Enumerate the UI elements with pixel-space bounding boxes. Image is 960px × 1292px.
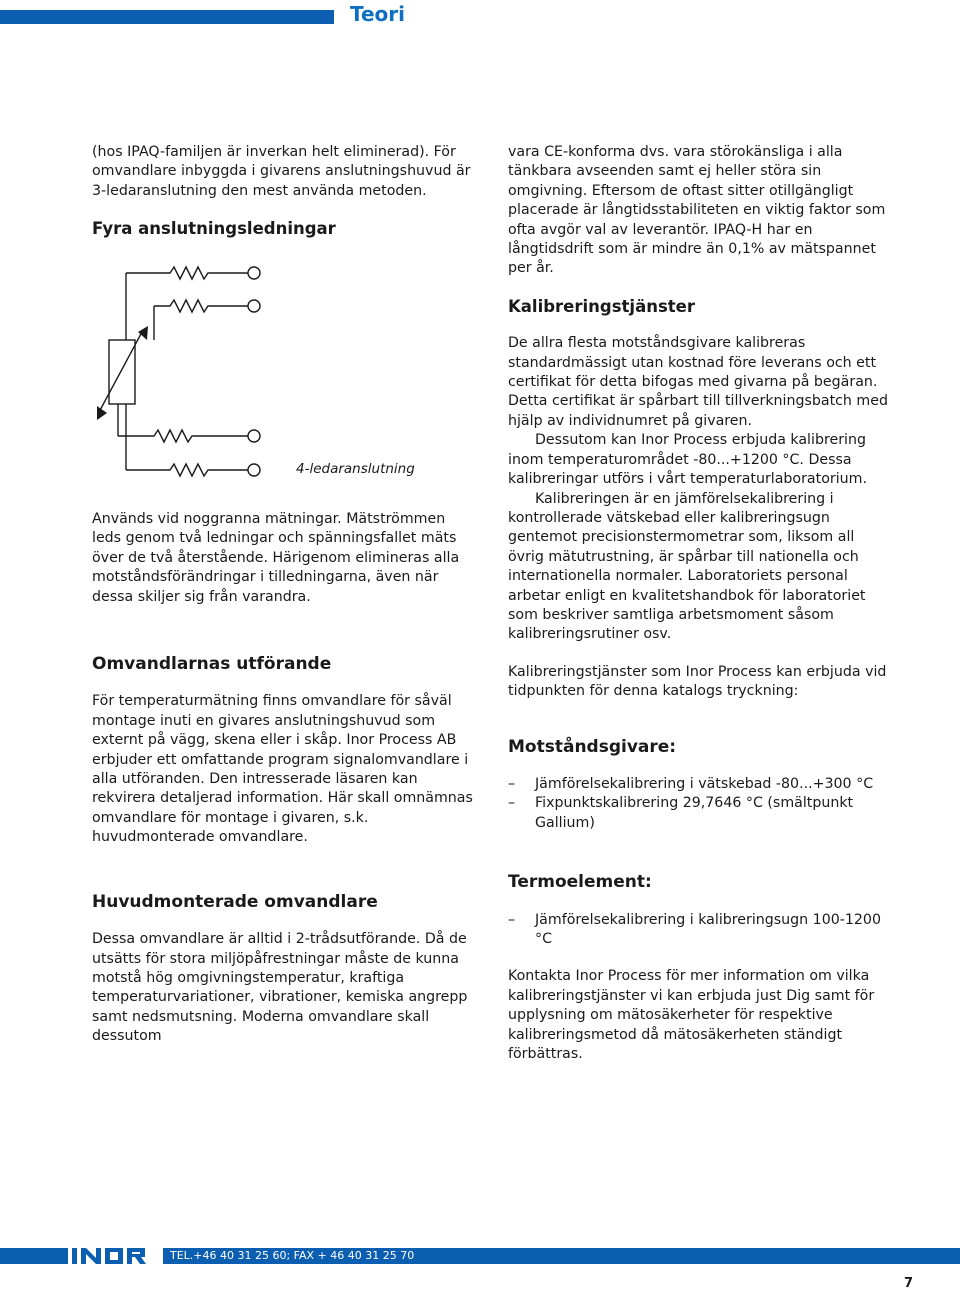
- wire-1: [126, 267, 248, 279]
- list-item: – Fixpunktskalibrering 29,7646 °C (smältpunkt Gallium): [508, 794, 890, 833]
- kontakt-text: Kontakta Inor Process för mer information om vilka kalibreringstjänster vi kan erbjuda just Dig samt för upplysning om mätosäkerheter för respektive kalibreringsmetod då mätosäkerheten ständigt förbättras.: [508, 968, 875, 1063]
- kalib-paragraph-4: Kalibreringstjänster som Inor Process kan erbjuda vid tidpunkten för denna katalogs tryckning:: [508, 663, 887, 700]
- kalib-paragraph-3: Kalibreringen är en jämförelsekalibrering i kontrollerade vätskebad eller kalibreringsugn gentemot precisionstermometrar som, liksom all övrig mätutrustning, är spårbar till nationella och internationella normaler. Laboratoriets personal arbetar enligt en kvalitetshandbok för laboratoriet som beskriver samtliga arbetsmoment såsom kalibreringsrutiner osv.: [508, 490, 866, 643]
- list-item: – Jämförelsekalibrering i vätskebad -80...+300 °C: [508, 775, 890, 794]
- kalib-paragraph-1: De allra flesta motståndsgivare kalibreras standardmässigt utan kostnad före leverans och ett certifikat för detta bifogas med givarna på begäran. Detta certifikat är spårbart till tillverkningsbatch med hjälp av individnumret på givaren.: [508, 335, 888, 429]
- left-column-bottom: [92, 510, 474, 1047]
- arrow-head-bottom: [97, 406, 107, 420]
- wire-3: [118, 430, 248, 442]
- footer-contact: TEL.+46 40 31 25 60; FAX + 46 40 31 25 70: [170, 1249, 415, 1262]
- inor-logo: [70, 1246, 160, 1266]
- heading-motstandsgivare: Motståndsgivare:: [508, 736, 677, 757]
- list-item: – Jämförelsekalibrering i kalibreringsugn 100-1200 °C: [508, 911, 890, 950]
- heading-huvudmonterade-omvandlare: Huvudmonterade omvandlare: [92, 891, 378, 912]
- section-title: Teori: [350, 2, 406, 26]
- omvandlarnas-text: För temperaturmätning finns omvandlare för såväl montage inuti en givares anslutningshuvud som externt på vägg, skena eller i skåp. Inor Process AB erbjuder ett omfattande program signalomvandlare i alla utföranden. Den intresserade läsaren kan rekvirera detaljerad information. Här skall omnämnas omvandlare för montage i givaren, s.k. huvudmonterade omvandlare.: [92, 693, 473, 846]
- diagram-caption: 4-ledaranslutning: [296, 461, 415, 477]
- kalib-paragraph-2: Dessutom kan Inor Process erbjuda kalibrering inom temperaturområdet -80...+1200 °C. Dessa kalibreringar utförs i vårt temperaturlaboratorium.: [508, 432, 867, 488]
- left-intro: (hos IPAQ-familjen är inverkan helt eliminerad). För omvandlare inbyggda i givarens anslutningshuvud är 3-ledaranslutning den mest använda metoden.: [92, 144, 471, 199]
- huvud-text: Dessa omvandlare är alltid i 2-trådsutförande. Då de utsätts för stora miljöpåfrestningar måste de kunna motstå hög omgivningstemperatur, kraftiga temperaturvariationer, vibrationer, kemiska angrepp samt nedsmutsning. Moderna omvandlare skall dessutom: [92, 931, 468, 1045]
- wire-2: [154, 300, 248, 312]
- heading-kalibreringstjanster: Kalibreringstjänster: [508, 296, 696, 316]
- terminal-2: [248, 300, 260, 312]
- right-column: [508, 143, 890, 1064]
- terminal-1: [248, 267, 260, 279]
- four-wire-diagram: [90, 260, 430, 485]
- left-column-top: [92, 143, 474, 239]
- footer-bar-left: [0, 1248, 68, 1264]
- termo-list: [508, 911, 890, 950]
- motstand-list: [508, 775, 890, 833]
- terminal-4: [248, 464, 260, 476]
- header-bar: [0, 10, 334, 24]
- heading-fyra-anslutningsledningar: Fyra anslutningsledningar: [92, 219, 336, 239]
- fyra-text: Används vid noggranna mätningar. Mätströmmen leds genom två ledningar och spänningsfallet mäts över de två återstående. Härigenom elimineras alla motståndsförändringar i tilledningarna, även när dessa skiljer sig från varandra.: [92, 511, 460, 605]
- heading-omvandlarnas-utforande: Omvandlarnas utförande: [92, 654, 332, 675]
- heading-termoelement: Termoelement:: [508, 872, 652, 893]
- right-intro: vara CE-konforma dvs. vara störokänsliga i alla tänkbara avseenden samt ej heller störa sin omgivning. Eftersom de oftast sitter otillgängligt placerade är långtidsstabiliteten en viktig faktor som ofta avgör val av leverantör. IPAQ-H har en långtidsdrift som är mindre än 0,1% av mätspannet per år.: [508, 144, 886, 277]
- resistor-element: [109, 340, 135, 404]
- terminal-3: [248, 430, 260, 442]
- wire-4: [126, 464, 248, 476]
- page-number: 7: [904, 1276, 914, 1291]
